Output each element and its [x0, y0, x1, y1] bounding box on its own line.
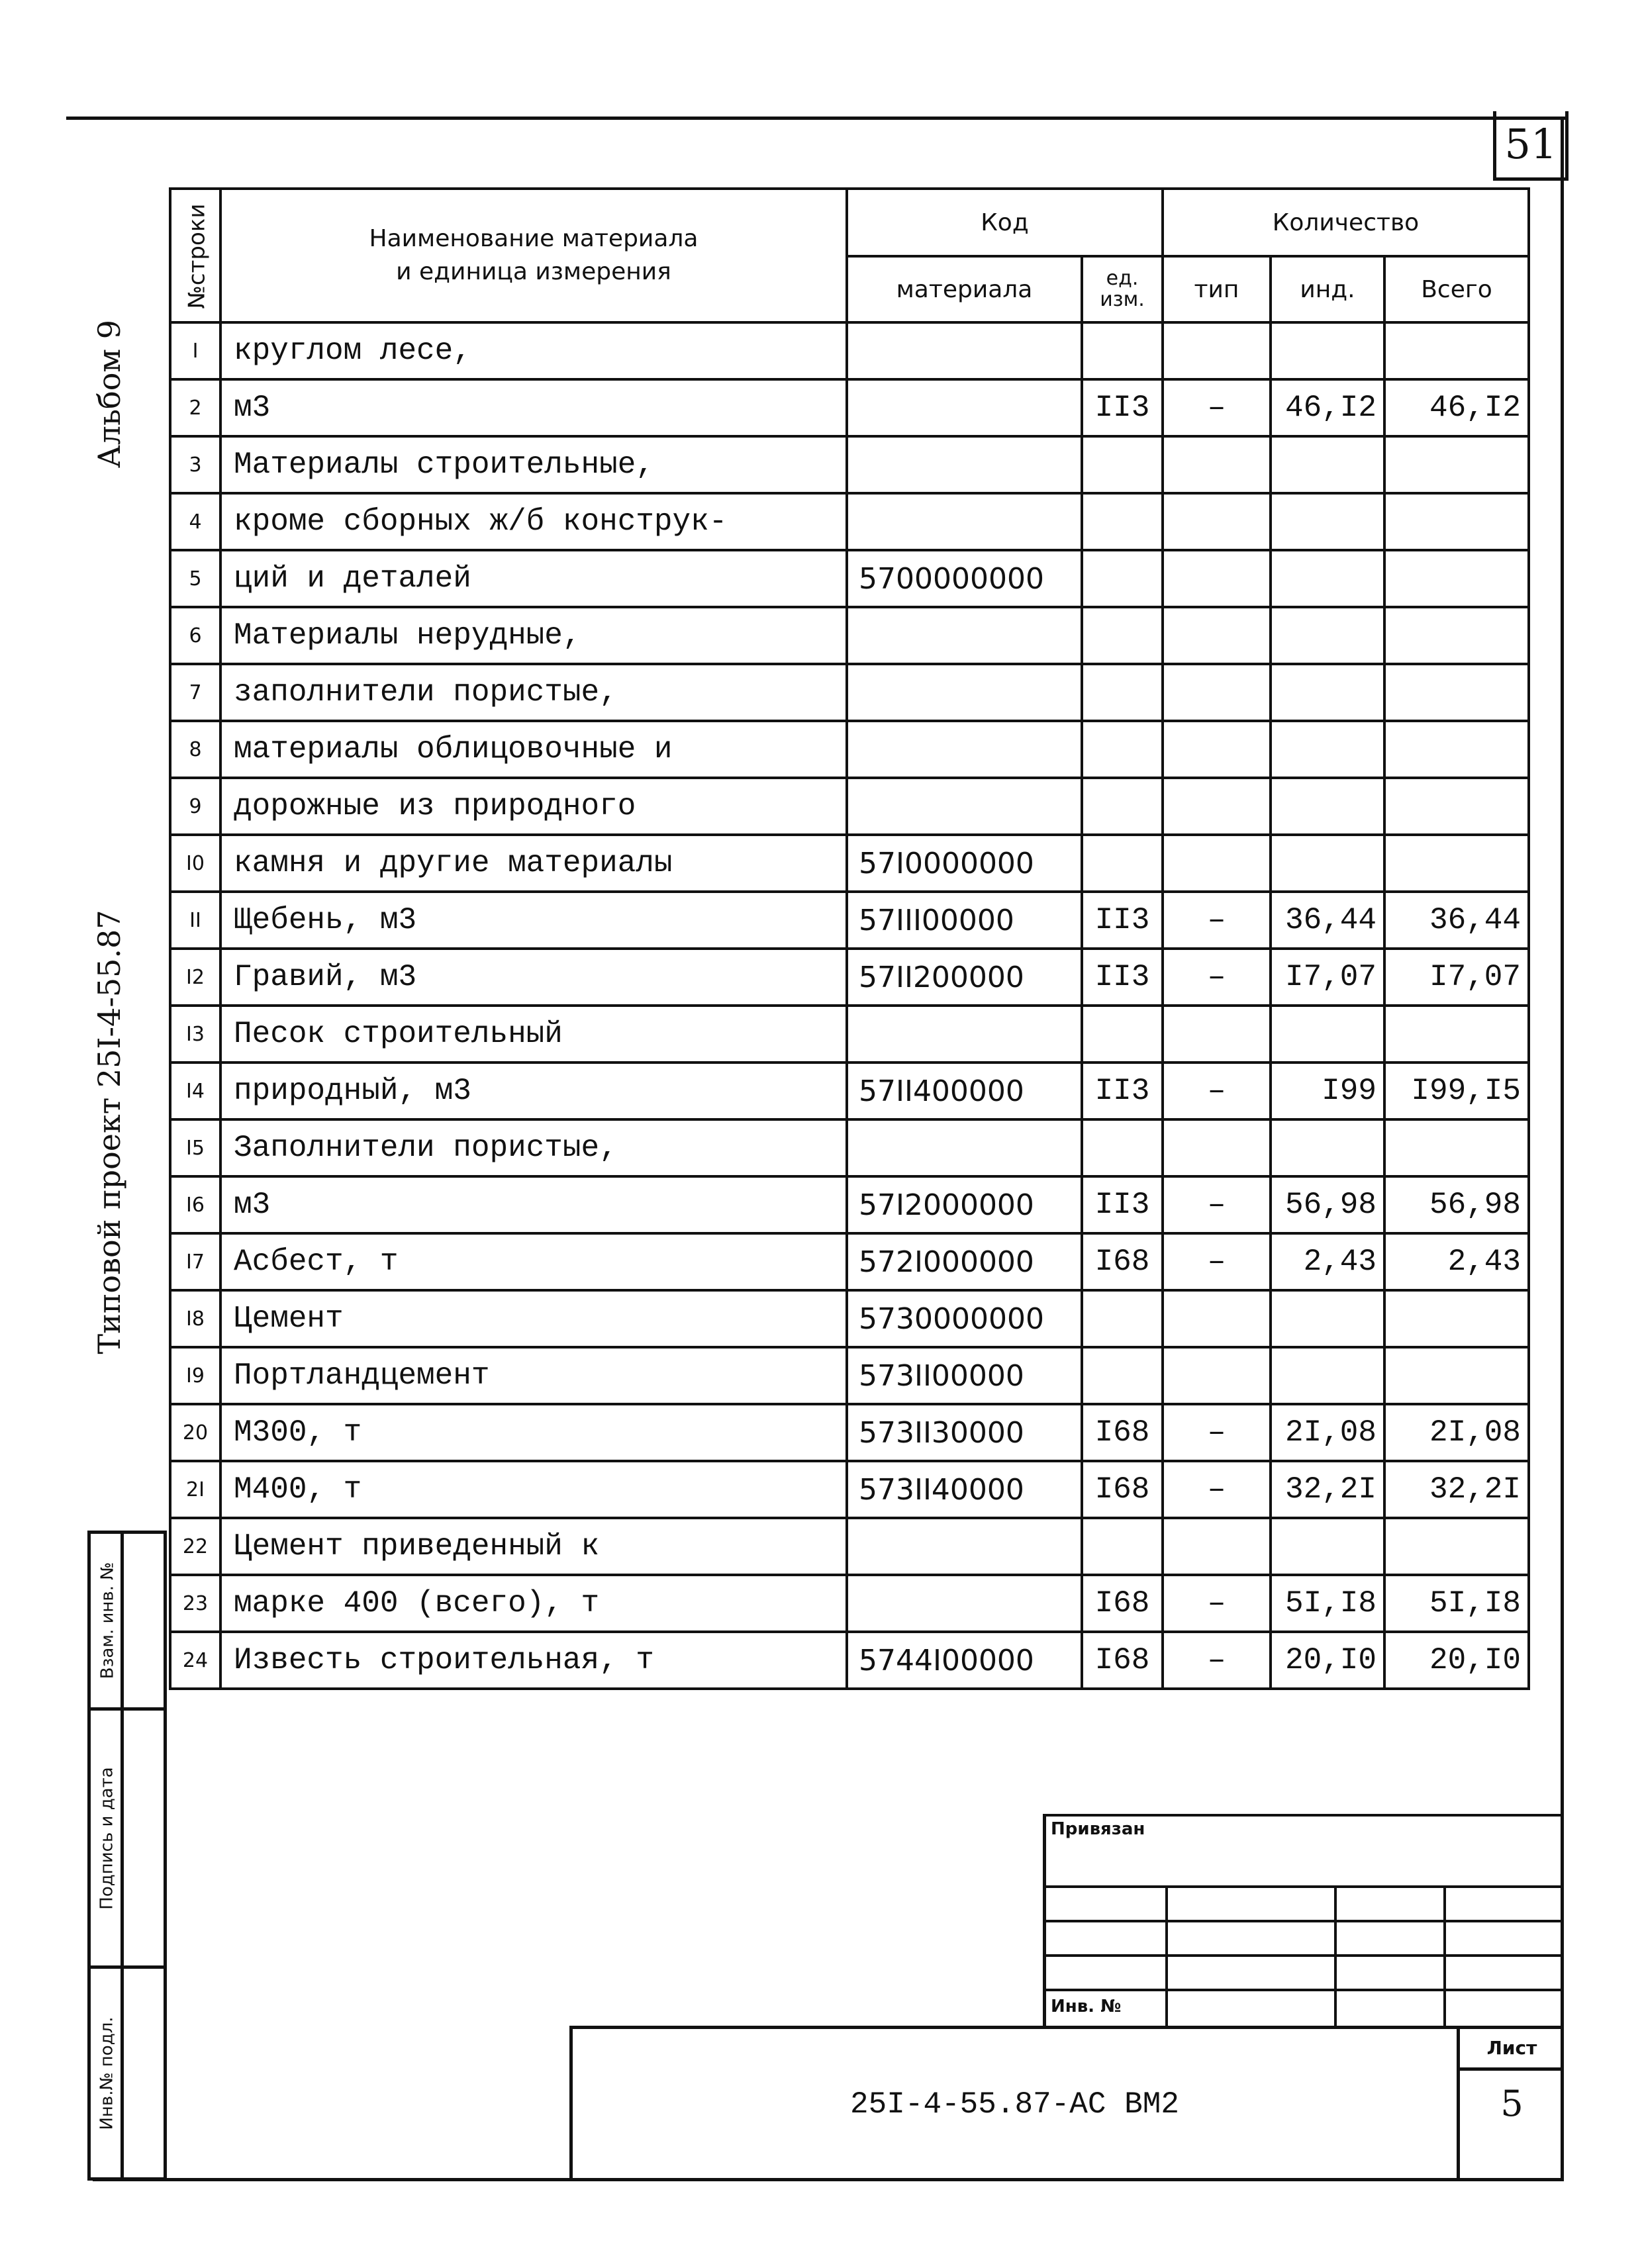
table-row	[170, 892, 1529, 949]
total-cell	[1384, 1347, 1529, 1404]
unit-cell: I68	[1082, 1404, 1163, 1461]
total-cell	[1384, 493, 1529, 550]
total-cell	[1384, 664, 1529, 721]
type-cell	[1163, 436, 1271, 493]
material-name-cell: природный, м3	[220, 1063, 847, 1119]
row-number-cell: 7	[170, 664, 220, 721]
type-cell	[1163, 607, 1271, 664]
ind-cell: 46,I2	[1271, 379, 1384, 436]
material-name-cell: Песок строительный	[220, 1006, 847, 1063]
row-number-cell: 8	[170, 721, 220, 778]
material-code-cell: 573II40000	[847, 1461, 1082, 1518]
total-cell: 32,2I	[1384, 1461, 1529, 1518]
unit-cell: II3	[1082, 1063, 1163, 1119]
material-code-cell: 5700000000	[847, 550, 1082, 607]
ind-cell	[1271, 721, 1384, 778]
project-label: Типовой проект 25I-4-55.87	[91, 910, 127, 1354]
row-number-cell: I	[170, 322, 220, 379]
ind-cell: 5I,I8	[1271, 1575, 1384, 1632]
materials-table	[169, 187, 1530, 1690]
unit-cell	[1082, 322, 1163, 379]
row-number-cell: I3	[170, 1006, 220, 1063]
linked-label: Привязан	[1051, 1819, 1145, 1839]
inv-no-label: Инв. №	[1051, 1997, 1122, 2016]
material-name-cell: М400, т	[220, 1461, 847, 1518]
type-cell: –	[1163, 1461, 1271, 1518]
material-name-cell: Щебень, м3	[220, 892, 847, 949]
material-name-cell: Гравий, м3	[220, 949, 847, 1006]
type-cell: –	[1163, 1575, 1271, 1632]
type-cell	[1163, 1518, 1271, 1575]
material-code-cell: 57I2000000	[847, 1176, 1082, 1233]
unit-cell: II3	[1082, 892, 1163, 949]
type-cell	[1163, 1119, 1271, 1176]
type-cell: –	[1163, 379, 1271, 436]
total-cell: 2I,08	[1384, 1404, 1529, 1461]
header-qty-ind: инд.	[1271, 256, 1384, 322]
ind-cell	[1271, 493, 1384, 550]
row-number-cell: II	[170, 892, 220, 949]
top-border-line	[66, 117, 1566, 120]
ind-cell	[1271, 607, 1384, 664]
material-code-cell	[847, 778, 1082, 835]
ind-cell: 36,44	[1271, 892, 1384, 949]
material-code-cell: 57III00000	[847, 892, 1082, 949]
type-cell	[1163, 721, 1271, 778]
total-cell	[1384, 778, 1529, 835]
total-cell: 56,98	[1384, 1176, 1529, 1233]
material-code-cell	[847, 436, 1082, 493]
ind-cell	[1271, 1290, 1384, 1347]
table-row	[170, 436, 1529, 493]
material-name-cell: камня и другие материалы	[220, 835, 847, 892]
table-row	[170, 664, 1529, 721]
ind-cell: 2,43	[1271, 1233, 1384, 1290]
total-cell: 5I,I8	[1384, 1575, 1529, 1632]
material-name-cell: заполнители пористые,	[220, 664, 847, 721]
row-number-cell: I5	[170, 1119, 220, 1176]
row-number-cell: 2I	[170, 1461, 220, 1518]
header-name-line1: Наименование материала	[369, 225, 699, 252]
material-name-cell: материалы облицовочные и	[220, 721, 847, 778]
unit-cell	[1082, 1119, 1163, 1176]
linked-col-line	[1443, 1885, 1446, 2026]
material-name-cell: Известь строительная, т	[220, 1632, 847, 1689]
header-name-line2: и единица измерения	[396, 258, 671, 285]
side-stamp	[87, 1531, 167, 2181]
row-number-cell: 22	[170, 1518, 220, 1575]
row-number-cell: 2	[170, 379, 220, 436]
row-number-cell: 4	[170, 493, 220, 550]
header-qty-type: тип	[1163, 256, 1271, 322]
linked-line	[1043, 1885, 1564, 1888]
total-cell	[1384, 1518, 1529, 1575]
material-name-cell: кроме сборных ж/б конструк-	[220, 493, 847, 550]
unit-cell: II3	[1082, 949, 1163, 1006]
total-cell: I99,I5	[1384, 1063, 1529, 1119]
material-code-cell: 57II200000	[847, 949, 1082, 1006]
stamp-replace-label: Взам. инв. №	[97, 1562, 117, 1679]
table-row	[170, 1006, 1529, 1063]
material-code-cell: 57I0000000	[847, 835, 1082, 892]
unit-cell	[1082, 1347, 1163, 1404]
ind-cell	[1271, 1006, 1384, 1063]
table-row	[170, 607, 1529, 664]
material-code-cell: 5744I00000	[847, 1632, 1082, 1689]
total-cell: 20,I0	[1384, 1632, 1529, 1689]
table-row	[170, 1176, 1529, 1233]
type-cell: –	[1163, 949, 1271, 1006]
type-cell	[1163, 664, 1271, 721]
row-number-cell: 3	[170, 436, 220, 493]
header-code-group: Код	[847, 189, 1163, 256]
material-name-cell: Портландцемент	[220, 1347, 847, 1404]
unit-cell: I68	[1082, 1233, 1163, 1290]
linked-block	[1043, 1814, 1564, 2026]
material-name-cell: М300, т	[220, 1404, 847, 1461]
linked-top-line	[1043, 1814, 1564, 1817]
ind-cell	[1271, 835, 1384, 892]
table-row	[170, 1518, 1529, 1575]
table-body	[170, 322, 1529, 1689]
type-cell: –	[1163, 892, 1271, 949]
unit-cell	[1082, 835, 1163, 892]
type-cell	[1163, 778, 1271, 835]
type-cell: –	[1163, 1404, 1271, 1461]
type-cell	[1163, 322, 1271, 379]
header-name	[220, 189, 847, 322]
unit-cell	[1082, 1290, 1163, 1347]
material-code-cell	[847, 379, 1082, 436]
row-number-cell: I0	[170, 835, 220, 892]
sheet-number: 5	[1500, 2083, 1523, 2124]
ind-cell	[1271, 1119, 1384, 1176]
unit-cell	[1082, 436, 1163, 493]
unit-cell	[1082, 1518, 1163, 1575]
table-row	[170, 1404, 1529, 1461]
row-number-cell: 5	[170, 550, 220, 607]
row-number-cell: I2	[170, 949, 220, 1006]
unit-cell	[1082, 1006, 1163, 1063]
material-name-cell: Цемент	[220, 1290, 847, 1347]
material-code-cell: 57II400000	[847, 1063, 1082, 1119]
document-code: 25I-4-55.87-АС ВМ2	[850, 2087, 1179, 2122]
stamp-cell-inv	[91, 1969, 124, 2177]
ind-cell	[1271, 550, 1384, 607]
material-code-cell	[847, 664, 1082, 721]
unit-cell: II3	[1082, 1176, 1163, 1233]
unit-cell: I68	[1082, 1632, 1163, 1689]
sheet-label: Лист	[1460, 2029, 1564, 2071]
unit-cell: I68	[1082, 1575, 1163, 1632]
material-code-cell	[847, 1006, 1082, 1063]
material-name-cell: Заполнители пористые,	[220, 1119, 847, 1176]
type-cell	[1163, 1290, 1271, 1347]
header-quantity-group: Количество	[1163, 189, 1529, 256]
row-number-cell: I6	[170, 1176, 220, 1233]
unit-cell	[1082, 607, 1163, 664]
stamp-sign-label: Подпись и дата	[97, 1766, 117, 1910]
total-cell: I7,07	[1384, 949, 1529, 1006]
header-code-unit: ед. изм.	[1082, 256, 1163, 322]
ind-cell: I7,07	[1271, 949, 1384, 1006]
stamp-inv-label: Инв.№ подл.	[97, 2016, 118, 2130]
material-code-cell: 572I000000	[847, 1233, 1082, 1290]
unit-cell: I68	[1082, 1461, 1163, 1518]
material-code-cell	[847, 607, 1082, 664]
total-cell: 46,I2	[1384, 379, 1529, 436]
material-code-cell	[847, 1119, 1082, 1176]
row-number-cell: I9	[170, 1347, 220, 1404]
unit-cell	[1082, 664, 1163, 721]
total-cell	[1384, 1119, 1529, 1176]
page-number: 51	[1504, 120, 1557, 168]
type-cell: –	[1163, 1233, 1271, 1290]
table-row	[170, 1461, 1529, 1518]
page-number-box	[1493, 111, 1569, 181]
material-code-cell: 5730000000	[847, 1290, 1082, 1347]
material-name-cell: ций и деталей	[220, 550, 847, 607]
header-code-material: материала	[847, 256, 1082, 322]
material-name-cell: м3	[220, 1176, 847, 1233]
row-number-cell: 23	[170, 1575, 220, 1632]
unit-cell	[1082, 550, 1163, 607]
ind-cell: 56,98	[1271, 1176, 1384, 1233]
ind-cell	[1271, 664, 1384, 721]
total-cell	[1384, 436, 1529, 493]
material-code-cell: 573II30000	[847, 1404, 1082, 1461]
unit-cell	[1082, 493, 1163, 550]
linked-line	[1043, 1920, 1564, 1922]
linked-col-line	[1334, 1885, 1337, 2026]
table-row	[170, 1119, 1529, 1176]
table-row	[170, 1347, 1529, 1404]
unit-cell: II3	[1082, 379, 1163, 436]
linked-line	[1043, 1989, 1564, 1991]
total-cell: 36,44	[1384, 892, 1529, 949]
total-cell	[1384, 721, 1529, 778]
table-row	[170, 1233, 1529, 1290]
material-code-cell	[847, 493, 1082, 550]
row-number-cell: 20	[170, 1404, 220, 1461]
row-number-cell: I4	[170, 1063, 220, 1119]
material-name-cell: м3	[220, 379, 847, 436]
table-row	[170, 721, 1529, 778]
material-name-cell: Материалы нерудные,	[220, 607, 847, 664]
material-code-cell	[847, 322, 1082, 379]
material-code-cell	[847, 721, 1082, 778]
ind-cell: 32,2I	[1271, 1461, 1384, 1518]
table-row	[170, 379, 1529, 436]
ind-cell	[1271, 1347, 1384, 1404]
table-row	[170, 322, 1529, 379]
ind-cell: I99	[1271, 1063, 1384, 1119]
ind-cell: 20,I0	[1271, 1632, 1384, 1689]
header-row-number: №строки	[170, 189, 220, 322]
table-row	[170, 1290, 1529, 1347]
ind-cell: 2I,08	[1271, 1404, 1384, 1461]
total-cell	[1384, 835, 1529, 892]
type-cell: –	[1163, 1632, 1271, 1689]
row-number-cell: 6	[170, 607, 220, 664]
total-cell	[1384, 550, 1529, 607]
table-row	[170, 493, 1529, 550]
sheet-box	[1457, 2029, 1564, 2181]
ind-cell	[1271, 322, 1384, 379]
material-code-cell	[847, 1518, 1082, 1575]
table-row	[170, 550, 1529, 607]
table-row	[170, 1063, 1529, 1119]
type-cell: –	[1163, 1063, 1271, 1119]
table-row	[170, 835, 1529, 892]
row-number-cell: I8	[170, 1290, 220, 1347]
type-cell	[1163, 493, 1271, 550]
material-name-cell: круглом лесе,	[220, 322, 847, 379]
total-cell	[1384, 1006, 1529, 1063]
stamp-cell-replace	[91, 1534, 124, 1707]
row-number-cell: 9	[170, 778, 220, 835]
material-name-cell: Асбест, т	[220, 1233, 847, 1290]
total-cell	[1384, 1290, 1529, 1347]
material-name-cell: Цемент приведенный к	[220, 1518, 847, 1575]
header-qty-total: Всего	[1384, 256, 1529, 322]
unit-cell	[1082, 778, 1163, 835]
material-name-cell: Материалы строительные,	[220, 436, 847, 493]
table-row	[170, 1632, 1529, 1689]
table-row	[170, 949, 1529, 1006]
unit-cell	[1082, 721, 1163, 778]
linked-col-line	[1165, 1885, 1168, 2026]
stamp-cell-sign	[91, 1711, 124, 1965]
ind-cell	[1271, 1518, 1384, 1575]
row-number-cell: 24	[170, 1632, 220, 1689]
total-cell	[1384, 322, 1529, 379]
row-number-cell: I7	[170, 1233, 220, 1290]
table-row	[170, 1575, 1529, 1632]
type-cell	[1163, 1006, 1271, 1063]
material-name-cell: дорожные из природного	[220, 778, 847, 835]
title-block	[569, 2026, 1564, 2181]
material-code-cell	[847, 1575, 1082, 1632]
material-code-cell: 573II00000	[847, 1347, 1082, 1404]
album-label: Альбом 9	[91, 319, 127, 469]
type-cell	[1163, 550, 1271, 607]
ind-cell	[1271, 436, 1384, 493]
ind-cell	[1271, 778, 1384, 835]
material-name-cell: марке 400 (всего), т	[220, 1575, 847, 1632]
total-cell: 2,43	[1384, 1233, 1529, 1290]
type-cell	[1163, 1347, 1271, 1404]
type-cell	[1163, 835, 1271, 892]
type-cell: –	[1163, 1176, 1271, 1233]
total-cell	[1384, 607, 1529, 664]
linked-line	[1043, 1954, 1564, 1957]
table-row	[170, 778, 1529, 835]
